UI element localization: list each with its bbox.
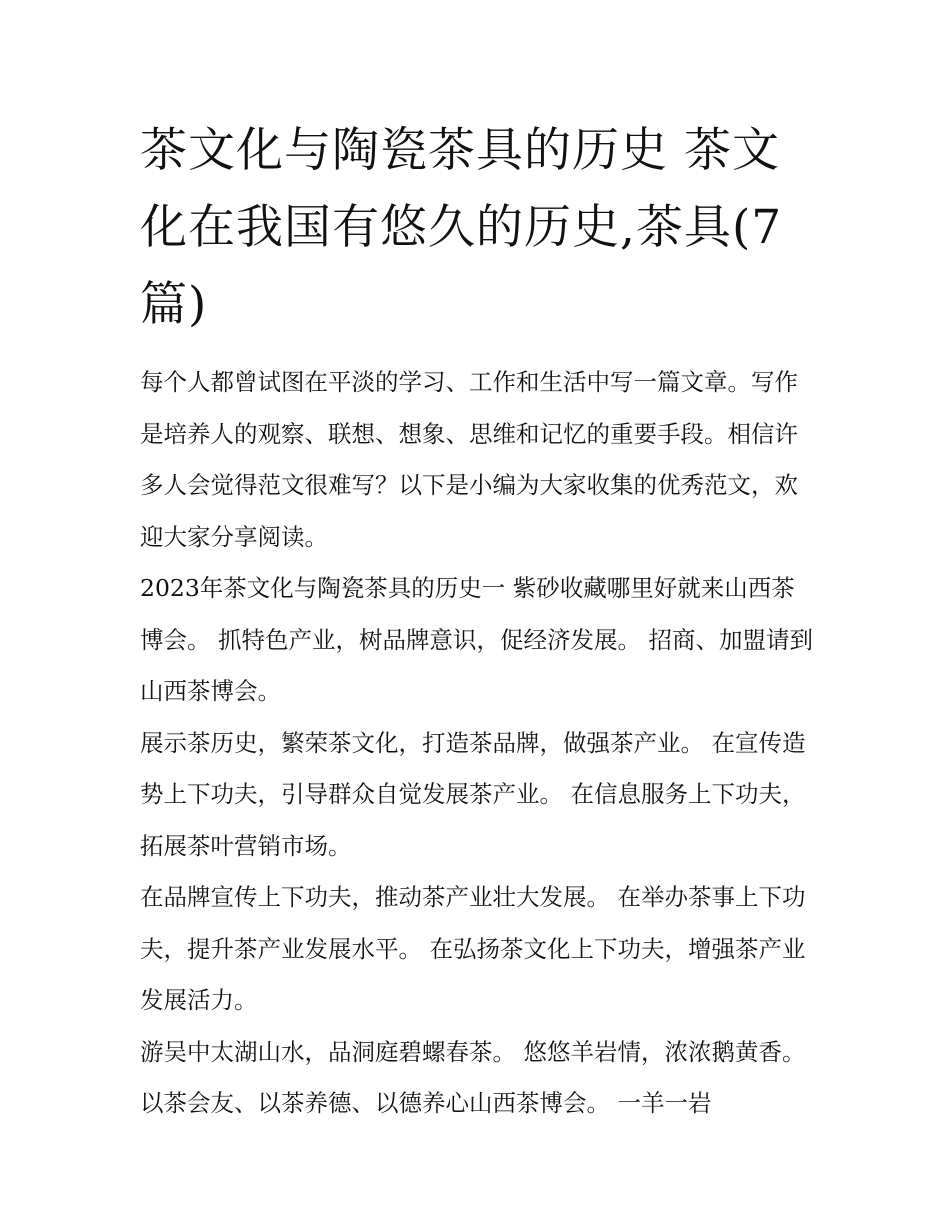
document-page (140, 112, 816, 1130)
document-title: 茶文化与陶瓷茶具的历史 茶文化在我国有悠久的历史,茶具(7篇) (140, 123, 783, 332)
paragraph-taihu: 游吴中太湖山水，品洞庭碧螺春茶。 悠悠羊岩情，浓浓鹅黄香。 以茶会友、以茶养德、以德养心山西茶博会。 一羊一岩 (140, 1037, 806, 1117)
paragraph-tea-history: 展示茶历史，繁荣茶文化，打造茶品牌，做强茶产业。 在宣传造势上下功夫，引导群众自觉发展茶产业。 在信息服务上下功夫，拓展茶叶营销市场。 (140, 728, 806, 860)
paragraph-tea-expo: 2023年茶文化与陶瓷茶具的历史一 紫砂收藏哪里好就来山西茶博会。 抓特色产业，树品牌意识，促经济发展。 招商、加盟请到山西茶博会。 (140, 574, 813, 705)
paragraph-intro: 每个人都曾试图在平淡的学习、工作和生活中写一篇文章。写作是培养人的观察、联想、想象、思维和记忆的重要手段。相信许多人会觉得范文很难写？以下是小编为大家收集的优秀范文，欢迎大家分享阅读。 (140, 368, 798, 551)
paragraph-brand-promotion: 在品牌宣传上下功夫，推动茶产业壮大发展。 在举办茶事上下功夫，提升茶产业发展水平。 在弘扬茶文化上下功夫，增强茶产业发展活力。 (140, 883, 806, 1014)
